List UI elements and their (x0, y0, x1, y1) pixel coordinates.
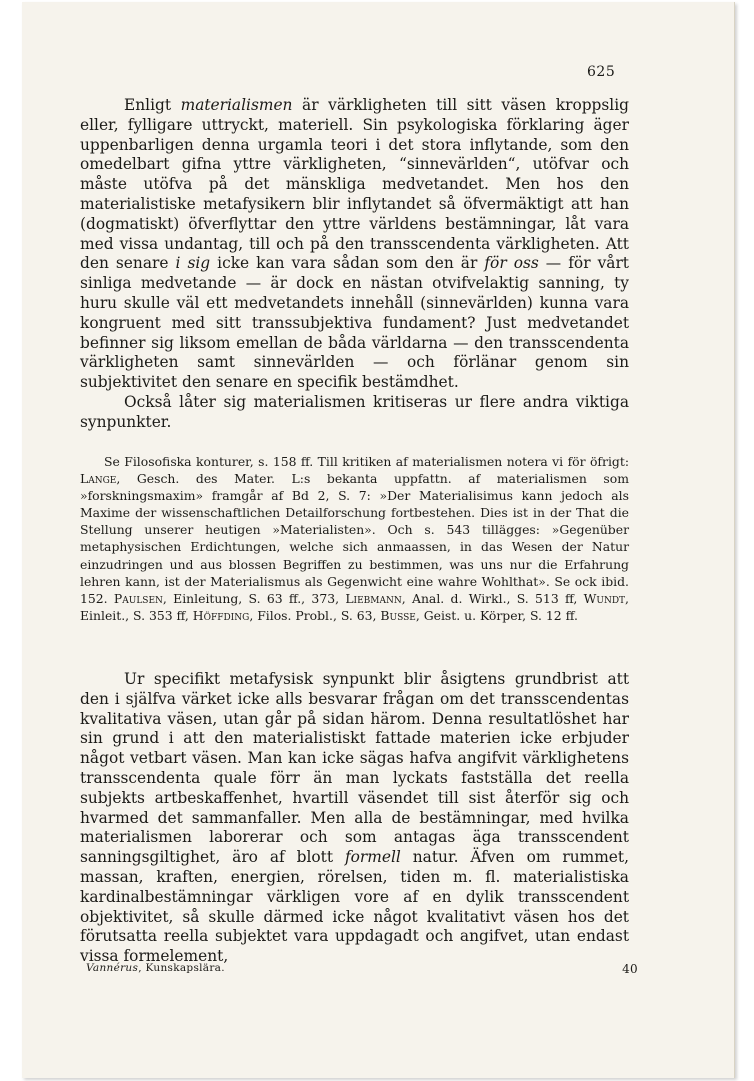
text-run: , Geist. u. Körper, S. 12 ff. (415, 607, 578, 623)
text-run: Enligt (124, 96, 181, 114)
author-wundt: Wundt (583, 590, 626, 606)
text-run: Se Filosofiska konturer, s. 158 ff. Till kritiken af materialismen notera vi för öfrigt: (104, 454, 629, 469)
text-run: , Anal. d. Wirkl., S. 513 ff, (401, 590, 584, 606)
italic-term-formell: formell (344, 848, 401, 867)
text-run: Ur specifikt metafysisk synpunkt blir åsigtens grundbrist att den i själfva värket icke alls besvarar frågan om det transscendentas kvalitativa väsen, utan går på sidan härom. Denna resultatlöshet har sin grund i att den materialistiskt fattade materien icke erbjuder något vetbart väsen. Man kan icke sägas hafva angifvit värklighetens transscendenta quale förr än man lyckats fastställa det reella subjekts artbeskaffenhet, hvartill väsendet till sist återför sig och hvarmed det sammanfaller. Men alla de bestämningar, med hvilka materialismen laborerar och som antagas äga transscendent sanningsgiltighet, äro af blott (80, 670, 629, 867)
book-page (22, 2, 735, 1078)
text-run: natur. Äfven om rummet, massan, kraften, energien, rörelsen, tiden m. fl. materialistiska kardinalbestämningar värkligen vore af en dylik transscendent objektivitet, så skulle därmed icke något kvalitativt väsen hos det förutsatta reella subjektet vara uppdagadt och angifvet, utan endast vissa formelement, (80, 848, 629, 966)
footnote-text (80, 453, 629, 624)
paragraph-1b: Också låter sig materialismen kritiseras ur flere andra viktiga synpunkter. (80, 392, 629, 431)
footnote-block (80, 453, 629, 624)
author-busse: Busse (380, 607, 416, 623)
signature-mark: 40 (622, 962, 638, 976)
italic-term-materialismen: materialismen (180, 96, 293, 114)
page-number: 625 (587, 64, 616, 80)
footer-book-title: , Kunskapslära. (138, 962, 225, 974)
author-liebmann: Liebmann (345, 590, 402, 606)
text-run: — för vårt sinliga medvetande — är dock en nästan otvifvelaktig sanning, ty huru skulle väl ett medvetandets innehåll (sinnevärlden) kunna vara kongruent med sitt transsubjektiva fundament? Just medvetandet befinner sig liksom emellan de båda världarna — den transscendenta värkligheten samt sinnevärlden — och förlänar genom sin subjektivitet den senare en specifik bestämdhet. (80, 254, 629, 392)
paragraph-2 (80, 670, 629, 967)
text-run: , Filos. Probl., S. 63, (249, 607, 381, 623)
text-run: , Einleitung, S. 63 ff., 373, (162, 590, 346, 606)
author-hoffding: Höffding (192, 607, 250, 623)
text-run: är värkligheten till sitt väsen kroppslig eller, fylligare uttryckt, materiell. Sin psykologiska förklaring äger uppenbarligen denna urgamla teori i det stora inflytande, som den omedelbart gifna yttre värkligheten, “sinnevärlden“, utöfvar och måste utöfva på det mänskliga medvetandet. Men hos den materialistiske metafysikern blir inflytandet så öfvermäktigt att han (dogmatiskt) öfverflyttar den yttre världens bestämningar, låt vara med vissa undantag, till och på den transscendenta värkligheten. Att den senare (80, 96, 630, 273)
paragraph-metaphysical-critique (80, 670, 629, 967)
text-run: , Einleit., S. 353 ff, (80, 590, 629, 623)
italic-term-for-oss: för oss (484, 254, 539, 273)
footer-author: Vannérus (86, 962, 139, 974)
running-footer (86, 962, 225, 974)
author-lange: Lange (80, 471, 117, 487)
italic-term-i-sig: i sig (175, 254, 211, 273)
paragraph-1 (80, 96, 629, 393)
author-paulsen: Paulsen (113, 590, 163, 606)
paragraph-materialism-intro (80, 96, 629, 433)
text-run: icke kan vara sådan som den är (210, 254, 485, 273)
text-run: , Gesch. des Mater. L:s bekanta uppfattn. af materialismen som »forskningsmaxim» framgår af Bd 2, S. 7: »Der Materialisimus kann jedoch als Maxime der wissenschaftlichen Detailforschung fortbestehen. Dies ist in der That die Stellung unserer heutigen »Materialisten». Och s. 543 tillägges: »Gegenüber metaphysischen Erdichtungen, welche sich anmaassen, in das Wesen der Natur einzudringen und aus blossen Begriffen zu bestimmen, was uns nur die Erfahrung lehren kann, ist der Materialismus als Gegenwicht eine wahre Wohlthat». Se ock ibid. 152. (80, 471, 629, 606)
